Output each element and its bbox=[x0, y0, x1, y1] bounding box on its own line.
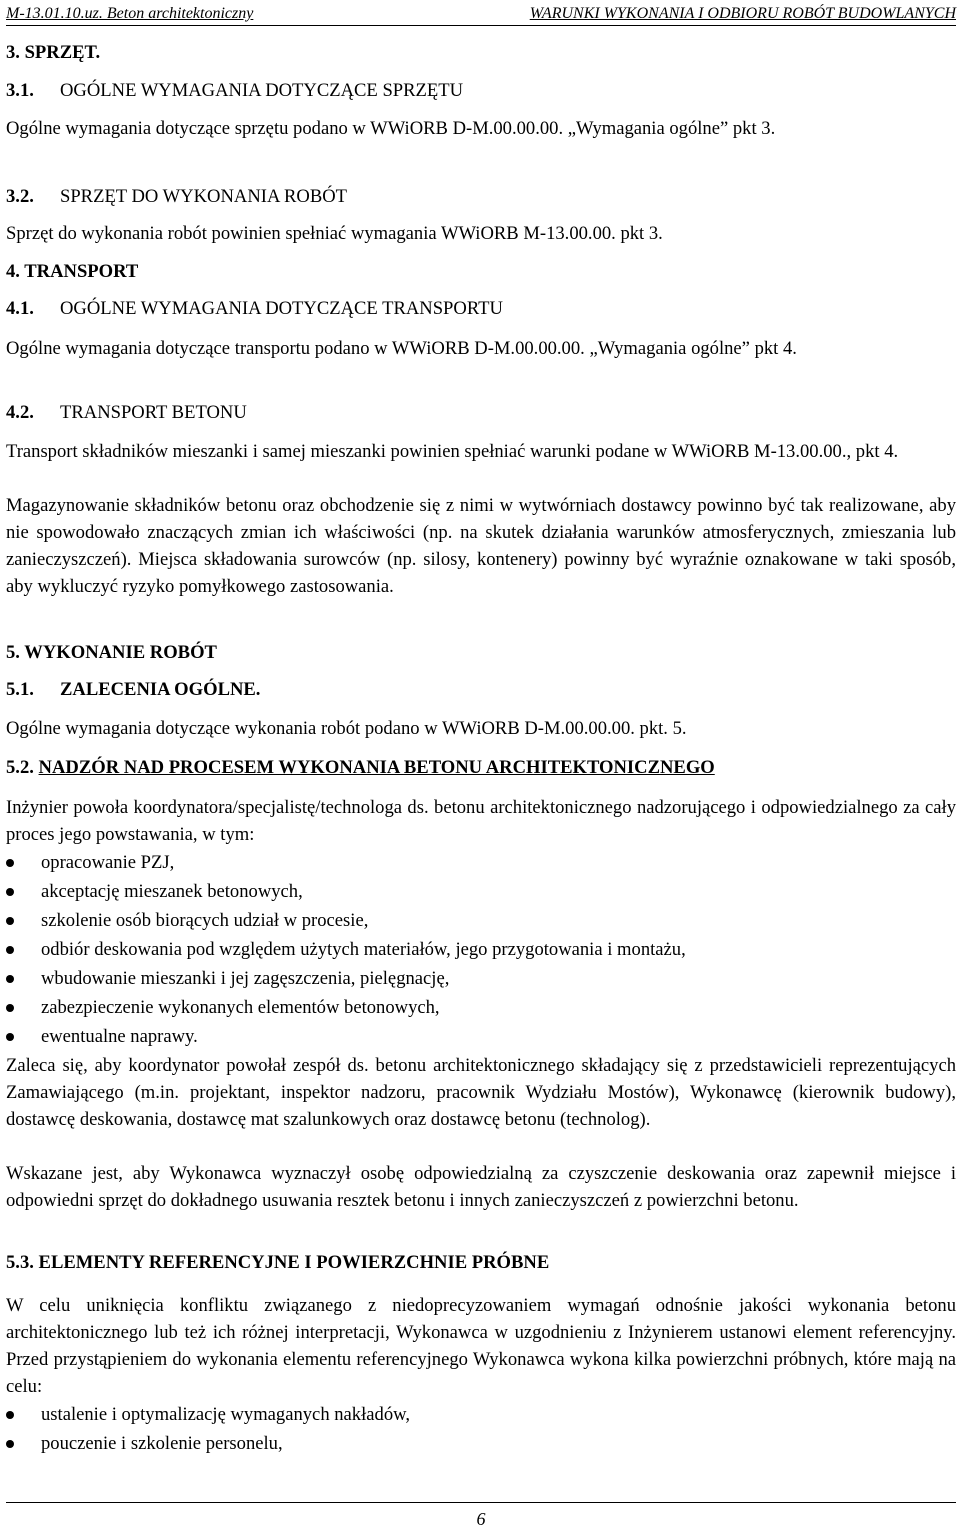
list-item: akceptację mieszanek betonowych, bbox=[6, 877, 956, 906]
section-5-1-title: ZALECENIA OGÓLNE. bbox=[60, 679, 261, 700]
section-5-3-list bbox=[6, 1400, 956, 1458]
section-5-1-number: 5.1. bbox=[6, 679, 34, 700]
section-5-2-text-2: Zaleca się, aby koordynator powołał zespół ds. betonu architektonicznego składający się z przedstawicieli reprezentujących Zamawiającego (m.in. projektant, inspektor nadzoru, pracownik Wydziału Mostów), Wykonawcę (kierownik budowy), dostawcę deskowania, dostawcę mat szalunkowych oraz dostawcę betonu (technolog). bbox=[6, 1055, 956, 1130]
bullet-icon bbox=[6, 888, 14, 896]
list-item: odbiór deskowania pod względem użytych materiałów, jego przygotowania i montażu, bbox=[6, 935, 956, 964]
section-3-2-number: 3.2. bbox=[6, 186, 34, 207]
section-4-2-number: 4.2. bbox=[6, 402, 34, 423]
section-4-1-heading bbox=[6, 298, 956, 320]
section-3-1-heading bbox=[6, 80, 956, 102]
section-5-2-list bbox=[6, 848, 956, 1051]
section-3-1-number: 3.1. bbox=[6, 80, 34, 101]
list-item: szkolenie osób biorących udział w procesie, bbox=[6, 906, 956, 935]
bullet-icon bbox=[6, 975, 14, 983]
list-item: wbudowanie mieszanki i jej zagęszczenia, pielęgnację, bbox=[6, 964, 956, 993]
list-item: ewentualne naprawy. bbox=[6, 1022, 956, 1051]
section-3-2-title: SPRZĘT DO WYKONANIA ROBÓT bbox=[60, 186, 348, 207]
section-5-2-title: NADZÓR NAD PROCESEM WYKONANIA BETONU ARCHITEKTONICZNEGO bbox=[38, 757, 715, 778]
section-4-1-title: OGÓLNE WYMAGANIA DOTYCZĄCE TRANSPORTU bbox=[60, 298, 503, 319]
section-5-2-intro: Inżynier powoła koordynatora/specjalistę/technologa ds. betonu architektonicznego nadzorującego i odpowiedzialnego za cały proces jego powstawania, w tym: bbox=[6, 797, 956, 845]
section-5-2-text-3: Wskazane jest, aby Wykonawca wyznaczył osobę odpowiedzialną za czyszczenie deskowania oraz zapewnił miejsce i odpowiedni sprzęt do dokładnego usuwania resztek betonu i innych zanieczyszczeń z powierzchni betonu. bbox=[6, 1163, 956, 1211]
list-item: pouczenie i szkolenie personelu, bbox=[6, 1429, 956, 1458]
bullet-icon bbox=[6, 1004, 14, 1012]
section-5-title: 5. WYKONANIE ROBÓT bbox=[6, 642, 217, 663]
section-4-2-title: TRANSPORT BETONU bbox=[60, 402, 247, 423]
section-3-1-title: OGÓLNE WYMAGANIA DOTYCZĄCE SPRZĘTU bbox=[60, 80, 464, 101]
section-5-3-heading: 5.3. ELEMENTY REFERENCYJNE I POWIERZCHNIE PRÓBNE bbox=[6, 1252, 550, 1273]
document-page bbox=[6, 0, 956, 1529]
section-5-2-heading bbox=[6, 757, 956, 779]
section-3-2-text: Sprzęt do wykonania robót powinien spełniać wymagania WWiORB M-13.00.00. pkt 3. bbox=[6, 223, 663, 244]
section-3-2-heading bbox=[6, 186, 956, 208]
page-number: 6 bbox=[476, 1509, 486, 1529]
section-4-2-text-2: Magazynowanie składników betonu oraz obchodzenie się z nimi w wytwórniach dostawcy powinno być tak realizowane, aby nie spowodowało znaczących zmian ich właściwości (np. na skutek działania warunków atmosferycznych, zmieszania lub zanieczyszczeń). Miejsca składowania surowców (np. silosy, kontenery) powinny być wyraźnie oznakowane w taki sposób, aby wykluczyć ryzyko pomyłkowego zastosowania. bbox=[6, 495, 956, 597]
section-4-1-text: Ogólne wymagania dotyczące transportu podano w WWiORB D-M.00.00.00. „Wymagania ogólne” pkt 4. bbox=[6, 338, 797, 359]
bullet-icon bbox=[6, 1411, 14, 1419]
bullet-icon bbox=[6, 1033, 14, 1041]
list-item: ustalenie i optymalizację wymaganych nakładów, bbox=[6, 1400, 956, 1429]
section-3-1-text: Ogólne wymagania dotyczące sprzętu podano w WWiORB D-M.00.00.00. „Wymagania ogólne” pkt 3. bbox=[6, 118, 776, 139]
page-header bbox=[6, 0, 956, 26]
section-4-2-heading bbox=[6, 402, 956, 424]
section-5-2-number: 5.2. bbox=[6, 757, 34, 778]
section-3-title: 3. SPRZĘT. bbox=[6, 42, 101, 63]
list-item: zabezpieczenie wykonanych elementów betonowych, bbox=[6, 993, 956, 1022]
header-left: M-13.01.10.uz. Beton architektoniczny bbox=[6, 5, 254, 22]
footer-divider bbox=[6, 1502, 956, 1503]
header-right: WARUNKI WYKONANIA I ODBIORU ROBÓT BUDOWLANYCH bbox=[529, 5, 956, 22]
section-4-title: 4. TRANSPORT bbox=[6, 261, 139, 282]
bullet-icon bbox=[6, 1440, 14, 1448]
list-item: opracowanie PZJ, bbox=[6, 848, 956, 877]
section-4-2-text-1: Transport składników mieszanki i samej mieszanki powinien spełniać warunki podane w WWiORB M-13.00.00., pkt 4. bbox=[6, 441, 899, 462]
bullet-icon bbox=[6, 917, 14, 925]
bullet-icon bbox=[6, 859, 14, 867]
section-5-1-heading bbox=[6, 679, 956, 701]
bullet-icon bbox=[6, 946, 14, 954]
section-5-1-text: Ogólne wymagania dotyczące wykonania robót podano w WWiORB D-M.00.00.00. pkt. 5. bbox=[6, 718, 687, 739]
section-4-1-number: 4.1. bbox=[6, 298, 34, 319]
section-5-3-text: W celu uniknięcia konfliktu związanego z niedoprecyzowaniem wymagań odnośnie jakości wykonania betonu architektonicznego lub też ich różnej interpretacji, Wykonawca w uzgodnieniu z Inżynierem ustanowi element referencyjny. Przed przystąpieniem do wykonania elementu referencyjnego Wykonawca wykona kilka powierzchni próbnych, które mają na celu: bbox=[6, 1295, 956, 1397]
